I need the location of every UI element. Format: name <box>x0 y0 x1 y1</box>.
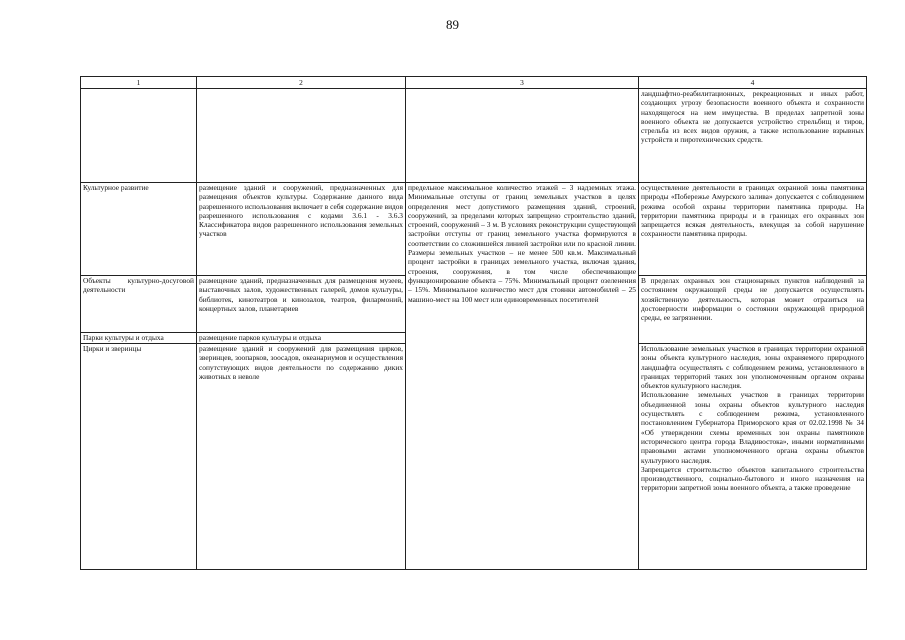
cell-restrictions: В пределах охранных зон стационарных пунктов наблюдений за состоянием окружающей среды не допускается осуществлять хозяйственную деятельность, которая может отразиться на достоверности информации о состоянии окружающей природной среды, ее загрязнении. <box>639 276 867 344</box>
table-header-row <box>81 77 867 89</box>
paragraph: Использование земельных участков в границах территории охранной зоны объекта культурного наследия, зоны охраняемого природного ландшафта осуществлять с соблюдением режима, установленного в границах территорий таких зон уполномоченным органом охраны объектов культурного наследия. <box>641 344 864 391</box>
cell-use-description: размещение зданий и сооружений, предназначенных для размещения объектов культуры. Содержание данного вида разрешенного использования включает в себя содержание видов разрешенного использования с кодами 3.6.1 - 3.6.3 Классификатора видов разрешенного использования земельных участков <box>197 183 406 276</box>
cell-restrictions: осуществление деятельности в границах охранной зоны памятника природы «Побережье Амурского залива» допускается с соблюдением режима особой охраны территории памятника природы. На территории памятника природы и в границах его охранных зон запрещается всякая деятельность, влекущая за собой нарушение сохранности памятника природы. <box>639 183 867 276</box>
cell-parameters: предельное максимальное количество этажей – 3 надземных этажа. Минимальные отступы от границ земельных участков в целях определения мест допустимого размещения зданий, строений, сооружений, за пределами которых запрещено строительство зданий, строений, сооружений – 3 м. В условиях реконструкции существующей застройки отступы от границ земельного участка формируются в соответствии со сложившейся линией застройки или по красной линии. Размеры земельных участков – не менее 500 кв.м. Максимальный процент застройки в границах земельного участка, включая здания, строения, сооружения, в том числе обеспечивающие функционирование объекта – 75%. Минимальный процент озеленения – 15%. Минимальное количество мест для стоянки автомобилей – 25 машино-мест на 100 мест или единовременных посетителей <box>406 183 639 570</box>
cell-restrictions <box>639 344 867 570</box>
cell-empty <box>197 89 406 183</box>
cell-use-name: Парки культуры и отдыха <box>81 333 197 344</box>
table-row-culture <box>81 183 867 276</box>
cell-empty <box>81 89 197 183</box>
header-cell-3: 3 <box>406 77 639 89</box>
page-number: 89 <box>446 17 459 32</box>
cell-use-name: Культурное развитие <box>81 183 197 276</box>
header-cell-1: 1 <box>81 77 197 89</box>
cell-use-name: Цирки и зверинцы <box>81 344 197 570</box>
regulations-table <box>80 76 867 570</box>
paragraph: Запрещается строительство объектов капитального строительства производственного, социально-бытового и иного назначения на территории запретной зоны военного объекта, а также проведение <box>641 464 864 493</box>
table-row-continuation <box>81 89 867 183</box>
header-cell-2: 2 <box>197 77 406 89</box>
cell-use-name: Объекты культурно-досуговой деятельности <box>81 276 197 333</box>
paragraph: Использование земельных участков в границах территории объединенной зоны охраны объектов культурного наследия осуществлять с соблюдением режима, установленного постановлением Губернатора Приморского края от 02.02.1998 № 34 «Об утверждении схемы временных зон охраны памятников исторического центра города Владивостока», иными нормативными правовыми актами уполномоченного органа охраны объектов культурного наследия. <box>641 390 864 465</box>
cell-use-description: размещение зданий, предназначенных для размещения музеев, выставочных залов, художественных галерей, домов культуры, библиотек, кинотеатров и кинозалов, театров, филармоний, концертных залов, планетариев <box>197 276 406 333</box>
cell-continuation-text: ландшафтно-реабилитационных, рекреационных и иных работ, создающих угрозу безопасности военного объекта и сохранности находящегося на нем имущества. В пределах запретной зоны военного объекта не допускается устройство стрельбищ и тиров, стрельба из всех видов оружия, а также использование взрывных устройств и пиротехнических средств. <box>639 89 867 183</box>
header-cell-4: 4 <box>639 77 867 89</box>
cell-empty <box>406 89 639 183</box>
cell-use-description: размещение зданий и сооружений для размещения цирков, зверинцев, зоопарков, зоосадов, океанариумов и осуществления сопутствующих видов деятельности по содержанию диких животных в неволе <box>197 344 406 570</box>
cell-use-description: размещение парков культуры и отдыха <box>197 333 406 344</box>
